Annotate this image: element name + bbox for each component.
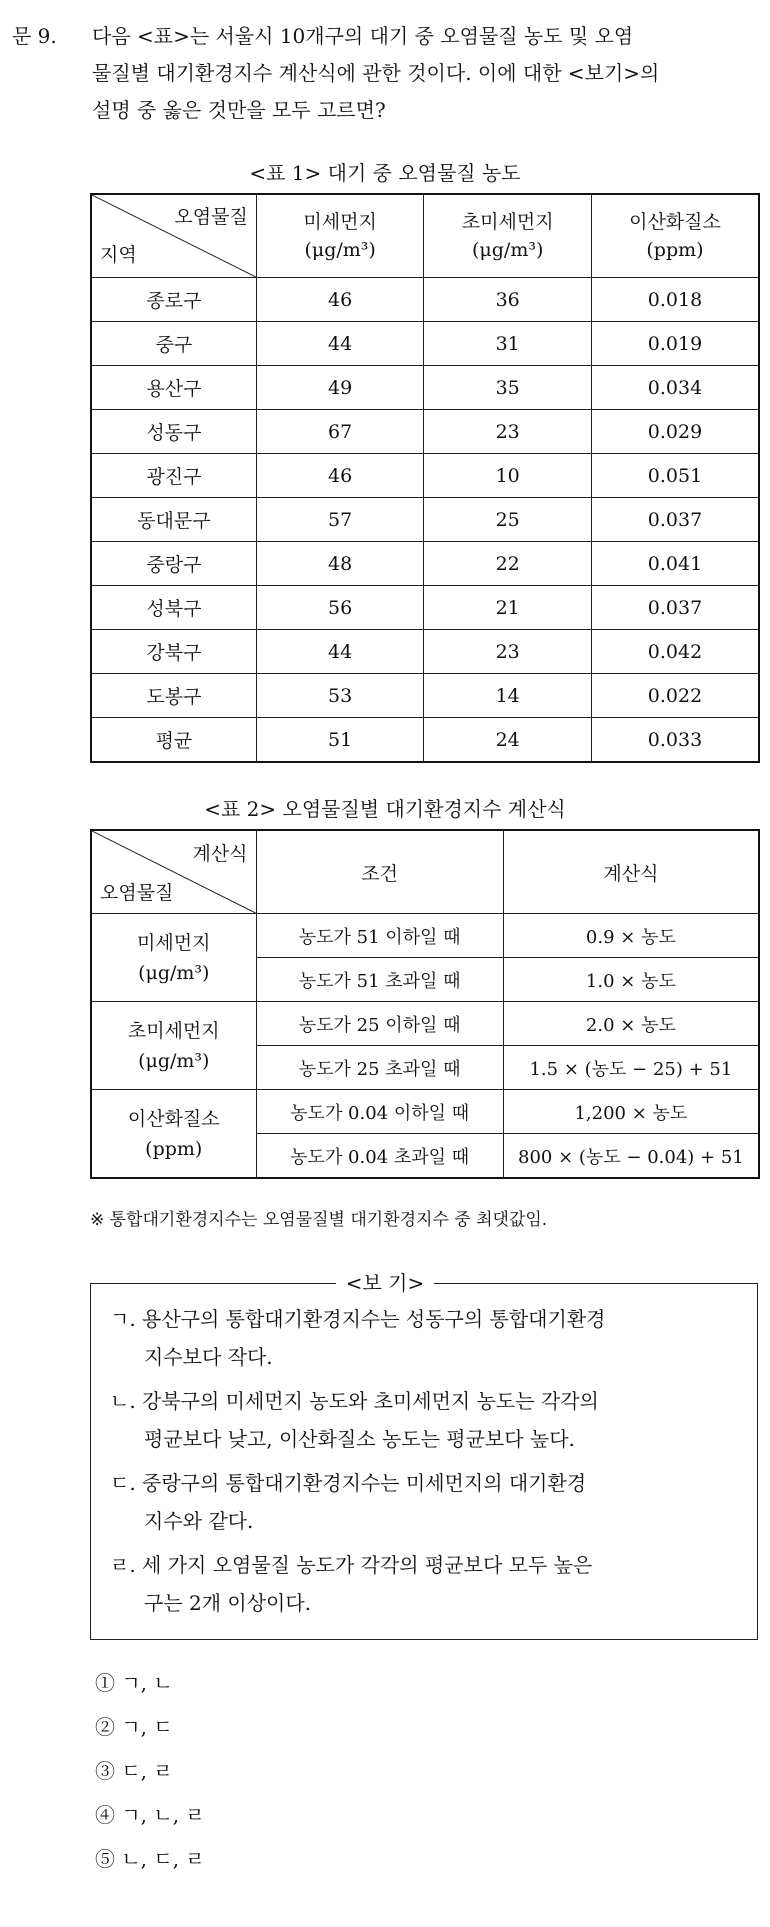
cell-pm10: 53 — [256, 674, 424, 718]
bogi-item-line: ㄱ. 용산구의 통합대기환경지수는 성동구의 통합대기환경 — [110, 1307, 606, 1331]
bogi-title-text: <보 기> — [336, 1271, 435, 1295]
table-row — [91, 674, 759, 718]
cell-no2: 0.022 — [591, 674, 759, 718]
cell-pm10: 67 — [256, 410, 424, 454]
pollutant-name: 초미세먼지 — [127, 1019, 220, 1042]
corner-top-label: 오염물질 — [174, 206, 248, 228]
cell-no2: 0.029 — [591, 410, 759, 454]
column-name: 초미세먼지 — [461, 211, 554, 233]
table-row — [91, 1090, 759, 1134]
column-unit: (μg/m³) — [304, 239, 376, 261]
cell-condition: 농도가 51 이하일 때 — [256, 914, 503, 958]
cell-region: 중구 — [91, 322, 256, 366]
corner-bottom-label: 오염물질 — [100, 882, 174, 904]
cell-region: 성동구 — [91, 410, 256, 454]
table-row — [91, 1002, 759, 1046]
cell-pm25: 23 — [424, 410, 592, 454]
cell-no2: 0.033 — [591, 718, 759, 763]
cell-pm10: 49 — [256, 366, 424, 410]
cell-region: 평균 — [91, 718, 256, 763]
cell-no2: 0.034 — [591, 366, 759, 410]
cell-pm10: 44 — [256, 630, 424, 674]
bogi-item — [110, 1546, 750, 1622]
cell-pm10: 44 — [256, 322, 424, 366]
cell-no2: 0.037 — [591, 498, 759, 542]
column-name: 이산화질소 — [629, 211, 721, 233]
cell-condition: 농도가 0.04 초과일 때 — [256, 1134, 503, 1179]
corner-bottom-label: 지역 — [100, 244, 137, 266]
bogi-title — [0, 1267, 770, 1296]
table2-caption: <표 2> 오염물질별 대기환경지수 계산식 — [204, 797, 566, 821]
cell-region: 종로구 — [91, 278, 256, 322]
table-row — [91, 410, 759, 454]
pollutant-unit: (μg/m³) — [138, 1049, 210, 1072]
pollutant-name: 이산화질소 — [127, 1107, 220, 1130]
bogi-item-line: ㄴ. 강북구의 미세먼지 농도와 초미세먼지 농도는 각각의 — [110, 1389, 599, 1413]
cell-condition: 농도가 51 초과일 때 — [256, 958, 503, 1002]
cell-condition: 농도가 0.04 이하일 때 — [256, 1090, 503, 1134]
cell-region: 용산구 — [91, 366, 256, 410]
answer-choice[interactable]: ④ ㄱ, ㄴ, ㄹ — [95, 1803, 205, 1827]
cell-condition: 농도가 25 초과일 때 — [256, 1046, 503, 1090]
table-row — [91, 718, 759, 763]
column-unit: (ppm) — [646, 239, 704, 261]
pollutant-cell — [91, 914, 256, 1002]
cell-pm10: 51 — [256, 718, 424, 763]
bogi-item-line: 구는 2개 이상이다. — [144, 1591, 312, 1615]
bogi-item-line: ㄹ. 세 가지 오염물질 농도가 각각의 평균보다 모두 높은 — [110, 1553, 593, 1577]
table1-caption: <표 1> 대기 중 오염물질 농도 — [249, 161, 521, 185]
table-row — [91, 630, 759, 674]
pollutant-cell — [91, 1002, 256, 1090]
cell-pm25: 25 — [424, 498, 592, 542]
cell-pm25: 22 — [424, 542, 592, 586]
bogi-item — [110, 1300, 750, 1376]
answer-choice[interactable]: ① ㄱ, ㄴ — [95, 1671, 173, 1695]
cell-pm10: 56 — [256, 586, 424, 630]
table-row — [91, 542, 759, 586]
column-header: 계산식 — [503, 830, 759, 914]
table-header-row — [91, 194, 759, 278]
bogi-item-line: 지수보다 작다. — [144, 1345, 273, 1369]
diagonal-header-cell — [91, 830, 256, 914]
table-row — [91, 278, 759, 322]
cell-pm10: 46 — [256, 454, 424, 498]
answer-choice[interactable]: ② ㄱ, ㄷ — [95, 1715, 173, 1739]
cell-pm10: 48 — [256, 542, 424, 586]
column-header — [424, 194, 592, 278]
table-row — [91, 586, 759, 630]
question-text — [92, 18, 762, 129]
cell-pm25: 14 — [424, 674, 592, 718]
cell-formula: 1.0 × 농도 — [503, 958, 759, 1002]
table-row — [91, 914, 759, 958]
cell-no2: 0.037 — [591, 586, 759, 630]
bogi-item — [110, 1382, 750, 1458]
cell-formula: 1,200 × 농도 — [503, 1090, 759, 1134]
cell-pm25: 21 — [424, 586, 592, 630]
cell-no2: 0.041 — [591, 542, 759, 586]
column-header — [591, 194, 759, 278]
cell-pm25: 23 — [424, 630, 592, 674]
bogi-item-line: ㄷ. 중랑구의 통합대기환경지수는 미세먼지의 대기환경 — [110, 1471, 587, 1495]
pollutant-unit: (μg/m³) — [138, 961, 210, 984]
cell-formula: 0.9 × 농도 — [503, 914, 759, 958]
column-header — [256, 194, 424, 278]
cell-pm25: 36 — [424, 278, 592, 322]
cell-pm10: 46 — [256, 278, 424, 322]
question-line: 다음 <표>는 서울시 10개구의 대기 중 오염물질 농도 및 오염 — [92, 24, 634, 48]
table-row — [91, 366, 759, 410]
cell-formula: 1.5 × (농도 − 25) + 51 — [503, 1046, 759, 1090]
cell-formula: 2.0 × 농도 — [503, 1002, 759, 1046]
column-header: 조건 — [256, 830, 503, 914]
cell-no2: 0.019 — [591, 322, 759, 366]
cell-region: 강북구 — [91, 630, 256, 674]
answer-choice[interactable]: ⑤ ㄴ, ㄷ, ㄹ — [95, 1847, 205, 1871]
cell-no2: 0.042 — [591, 630, 759, 674]
pollutant-name: 미세먼지 — [137, 931, 211, 954]
cell-formula: 800 × (농도 − 0.04) + 51 — [503, 1134, 759, 1179]
cell-pm10: 57 — [256, 498, 424, 542]
pollutant-unit: (ppm) — [145, 1137, 203, 1160]
corner-top-label: 계산식 — [192, 843, 248, 865]
bogi-item-line: 평균보다 낮고, 이산화질소 농도는 평균보다 높다. — [144, 1427, 575, 1451]
footnote: ※ 통합대기환경지수는 오염물질별 대기환경지수 중 최댓값임. — [90, 1210, 548, 1230]
bogi-item-line: 지수와 같다. — [144, 1509, 254, 1533]
table-row — [91, 498, 759, 542]
diagonal-header-cell — [91, 194, 256, 278]
cell-pm25: 24 — [424, 718, 592, 763]
bogi-item — [110, 1464, 750, 1540]
cell-no2: 0.051 — [591, 454, 759, 498]
question-line: 물질별 대기환경지수 계산식에 관한 것이다. 이에 대한 <보기>의 — [92, 61, 660, 85]
cell-region: 동대문구 — [91, 498, 256, 542]
table-row — [91, 454, 759, 498]
cell-condition: 농도가 25 이하일 때 — [256, 1002, 503, 1046]
table-header-row — [91, 830, 759, 914]
cell-region: 성북구 — [91, 586, 256, 630]
answer-choice[interactable]: ③ ㄷ, ㄹ — [95, 1759, 173, 1783]
column-unit: (μg/m³) — [472, 239, 544, 261]
cell-pm25: 35 — [424, 366, 592, 410]
formula-table — [90, 829, 760, 1179]
concentration-table — [90, 193, 760, 763]
question-line: 설명 중 옳은 것만을 모두 고르면? — [92, 98, 386, 122]
cell-region: 광진구 — [91, 454, 256, 498]
pollutant-cell — [91, 1090, 256, 1179]
cell-no2: 0.018 — [591, 278, 759, 322]
cell-region: 중랑구 — [91, 542, 256, 586]
question-number: 문 9. — [12, 24, 57, 48]
cell-pm25: 31 — [424, 322, 592, 366]
table-row — [91, 322, 759, 366]
cell-region: 도봉구 — [91, 674, 256, 718]
cell-pm25: 10 — [424, 454, 592, 498]
column-name: 미세먼지 — [303, 211, 377, 233]
